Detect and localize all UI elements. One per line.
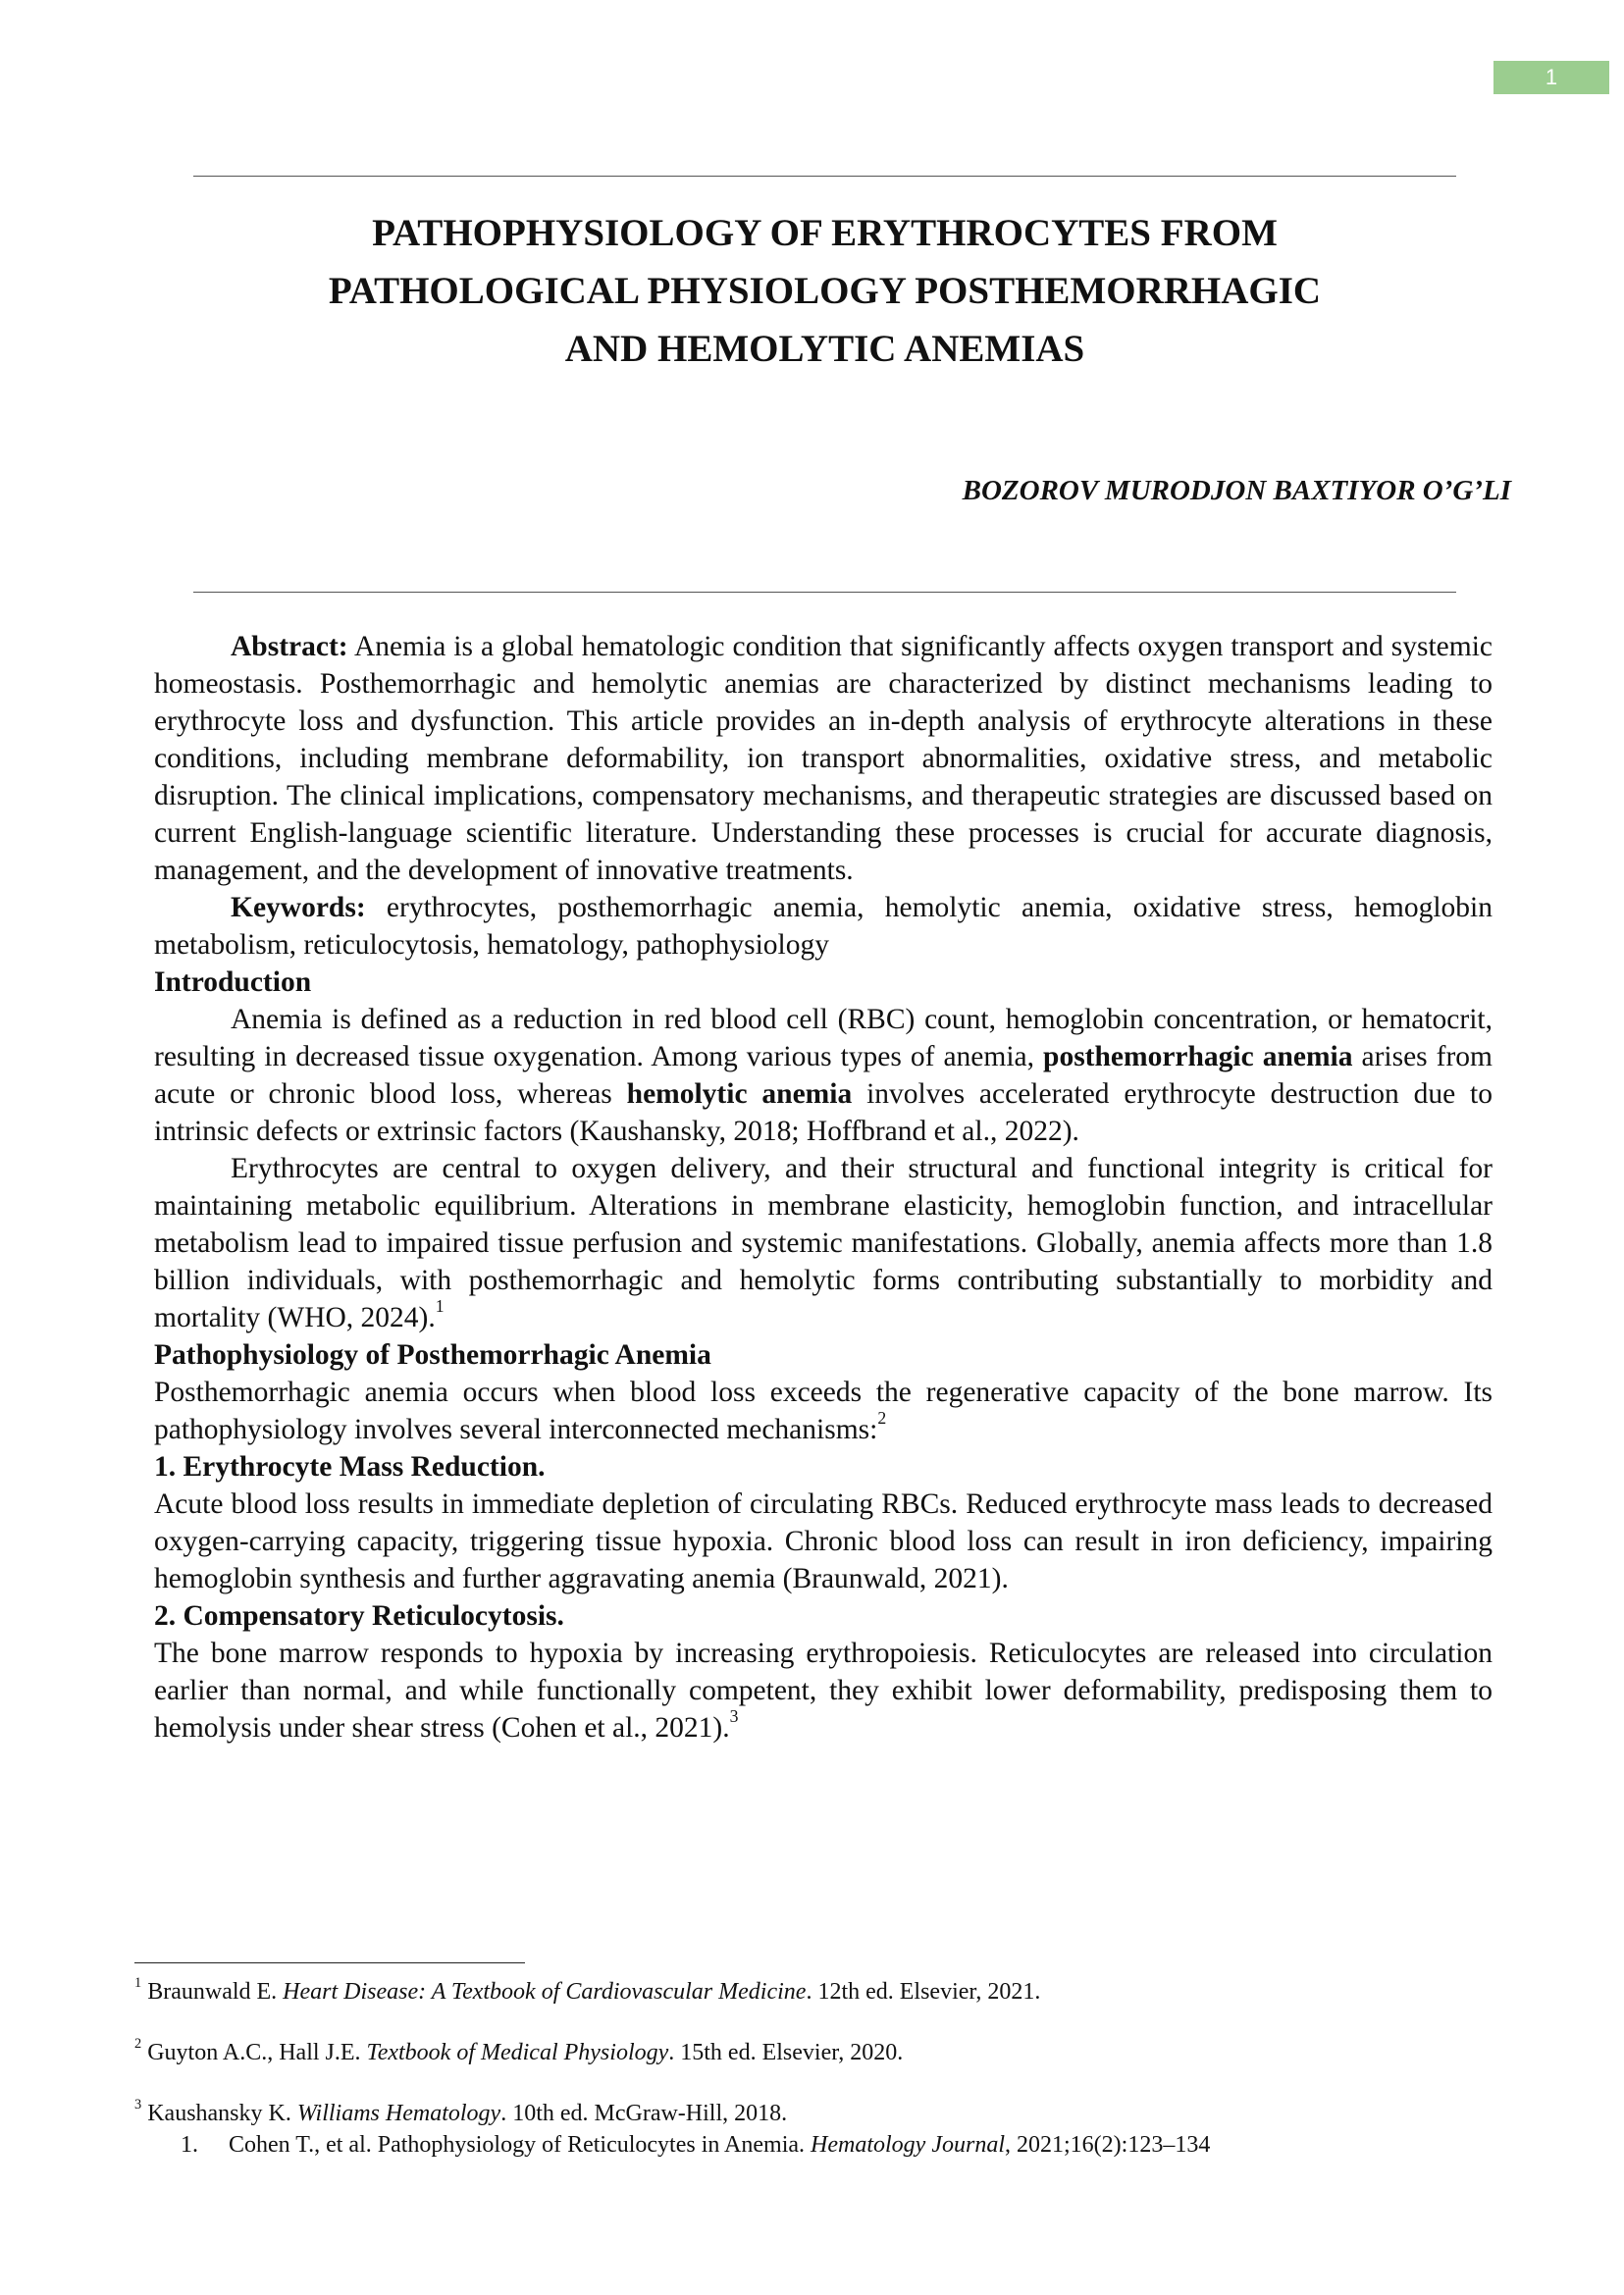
footnote-separator bbox=[134, 1962, 525, 1963]
abstract-label: Abstract: bbox=[231, 631, 348, 662]
subsection-paragraph-2 bbox=[154, 1635, 1493, 1747]
title-line: PATHOPHYSIOLOGY OF ERYTHROCYTES FROM bbox=[372, 212, 1278, 254]
intro-paragraph-1 bbox=[154, 1001, 1493, 1150]
footnote-2 bbox=[134, 2037, 1498, 2068]
author-name: BOZOROV MURODJON BAXTIYOR O’G’LI bbox=[962, 475, 1511, 506]
title-line: PATHOLOGICAL PHYSIOLOGY POSTHEMORRHAGIC bbox=[328, 270, 1322, 312]
footnote-marker[interactable]: 3 bbox=[729, 1705, 739, 1726]
header-rule-top bbox=[193, 176, 1456, 177]
intro-paragraph-2 bbox=[154, 1150, 1493, 1336]
header-rule-bottom bbox=[193, 592, 1456, 593]
intro-text: arises from acute or chronic blood loss, whereas bbox=[154, 1041, 1493, 1110]
abstract-paragraph bbox=[154, 628, 1493, 889]
intro-text: involves accelerated erythrocyte destruction due to intrinsic defects or extrinsic factors (Kaushansky, 2018; Hoffbrand et al., 2022). bbox=[154, 1078, 1493, 1147]
keywords-label: Keywords: bbox=[231, 892, 366, 923]
abstract-text: Anemia is a global hematologic condition that significantly affects oxygen transport and systemic homeostasis. Posthemorrhagic and hemolytic anemias are characterized by distinct mechanisms leading to erythrocyte loss and dysfunction. This article provides an in-depth analysis of erythrocyte alterations in these conditions, including membrane deformability, ion transport abnormalities, oxidative stress, and metabolic disruption. The clinical implications, compensatory mechanisms, and therapeutic strategies are discussed based on current English-language scientific literature. Understanding these processes is crucial for accurate diagnosis, management, and the development of innovative treatments. bbox=[154, 631, 1493, 886]
footnote-text: Guyton A.C., Hall J.E. bbox=[141, 2040, 367, 2065]
keywords-paragraph bbox=[154, 889, 1493, 964]
footnote-marker[interactable]: 1 bbox=[435, 1295, 445, 1316]
subsection-paragraph-1: Acute blood loss results in immediate depletion of circulating RBCs. Reduced erythrocyte mass leads to decreased oxygen-carrying capacity, triggering tissue hypoxia. Chronic blood loss can result in iron deficiency, impairing hemoglobin synthesis and further aggravating anemia (Braunwald, 2021). bbox=[154, 1488, 1493, 1594]
footnote-title: Textbook of Medical Physiology bbox=[366, 2040, 669, 2065]
title-line: AND HEMOLYTIC ANEMIAS bbox=[564, 328, 1085, 370]
section-heading: Pathophysiology of Posthemorrhagic Anemia bbox=[154, 1339, 711, 1371]
section-text: The bone marrow responds to hypoxia by increasing erythropoiesis. Reticulocytes are released into circulation earlier than normal, and while functionally competent, they exhibit lower deformability, predisposing them to hemolysis under shear stress (Cohen et al., 2021). bbox=[154, 1638, 1493, 1744]
introduction-heading: Introduction bbox=[154, 966, 312, 998]
footnote-text: Braunwald E. bbox=[141, 1979, 284, 2005]
subsection-heading-1: 1. Erythrocyte Mass Reduction. bbox=[154, 1451, 546, 1483]
reference-number: 1. bbox=[181, 2132, 198, 2158]
footnote-title: Williams Hematology bbox=[296, 2101, 501, 2126]
footnote-marker[interactable]: 2 bbox=[877, 1407, 887, 1428]
footnote-title: Heart Disease: A Textbook of Cardiovascular Medicine bbox=[283, 1979, 807, 2005]
reference-journal: Hematology Journal bbox=[811, 2132, 1005, 2158]
intro-text: Anemia is defined as a reduction in red blood cell (RBC) count, hemoglobin concentration, or hematocrit, resulting in decreased tissue oxygenation. Among various types of anemia, bbox=[154, 1004, 1493, 1072]
footnote-1 bbox=[134, 1976, 1498, 2008]
footnote-3 bbox=[134, 2098, 1498, 2129]
footnotes bbox=[134, 1976, 1498, 2161]
keywords-text: erythrocytes, posthemorrhagic anemia, hemolytic anemia, oxidative stress, hemoglobin metabolism, reticulocytosis, hematology, pathophysiology bbox=[154, 892, 1493, 961]
intro-text: Erythrocytes are central to oxygen delivery, and their structural and functional integrity is critical for maintaining metabolic equilibrium. Alterations in membrane elasticity, hemoglobin function, and intracellular metabolism lead to impaired tissue perfusion and systemic manifestations. Globally, anemia affects more than 1.8 billion individuals, with posthemorrhagic and hemolytic forms contributing substantially to morbidity and mortality (WHO, 2024). bbox=[154, 1153, 1493, 1333]
section-intro-paragraph bbox=[154, 1374, 1493, 1448]
footnote-text: . 12th ed. Elsevier, 2021. bbox=[806, 1979, 1041, 2005]
footnote-text: . 10th ed. McGraw-Hill, 2018. bbox=[500, 2101, 788, 2126]
reference-item bbox=[134, 2129, 1498, 2161]
footnote-text: . 15th ed. Elsevier, 2020. bbox=[668, 2040, 904, 2065]
reference-text: Cohen T., et al. Pathophysiology of Reticulocytes in Anemia. bbox=[229, 2132, 812, 2158]
reference-text: , 2021;16(2):123–134 bbox=[1005, 2132, 1211, 2158]
section-text: Posthemorrhagic anemia occurs when blood loss exceeds the regenerative capacity of the bone marrow. Its pathophysiology involves several interconnected mechanisms: bbox=[154, 1377, 1493, 1445]
paper-title bbox=[193, 204, 1456, 378]
article-body bbox=[154, 628, 1493, 1747]
footnote-number: 3 bbox=[134, 2096, 142, 2112]
intro-bold-term: hemolytic anemia bbox=[626, 1078, 853, 1110]
footnote-number: 2 bbox=[134, 2035, 142, 2052]
footnote-text: Kaushansky K. bbox=[141, 2101, 297, 2126]
subsection-heading-2: 2. Compensatory Reticulocytosis. bbox=[154, 1600, 564, 1632]
footnote-number: 1 bbox=[134, 1974, 142, 1991]
intro-bold-term: posthemorrhagic anemia bbox=[1043, 1041, 1353, 1072]
page-number-badge: 1 bbox=[1493, 61, 1609, 94]
